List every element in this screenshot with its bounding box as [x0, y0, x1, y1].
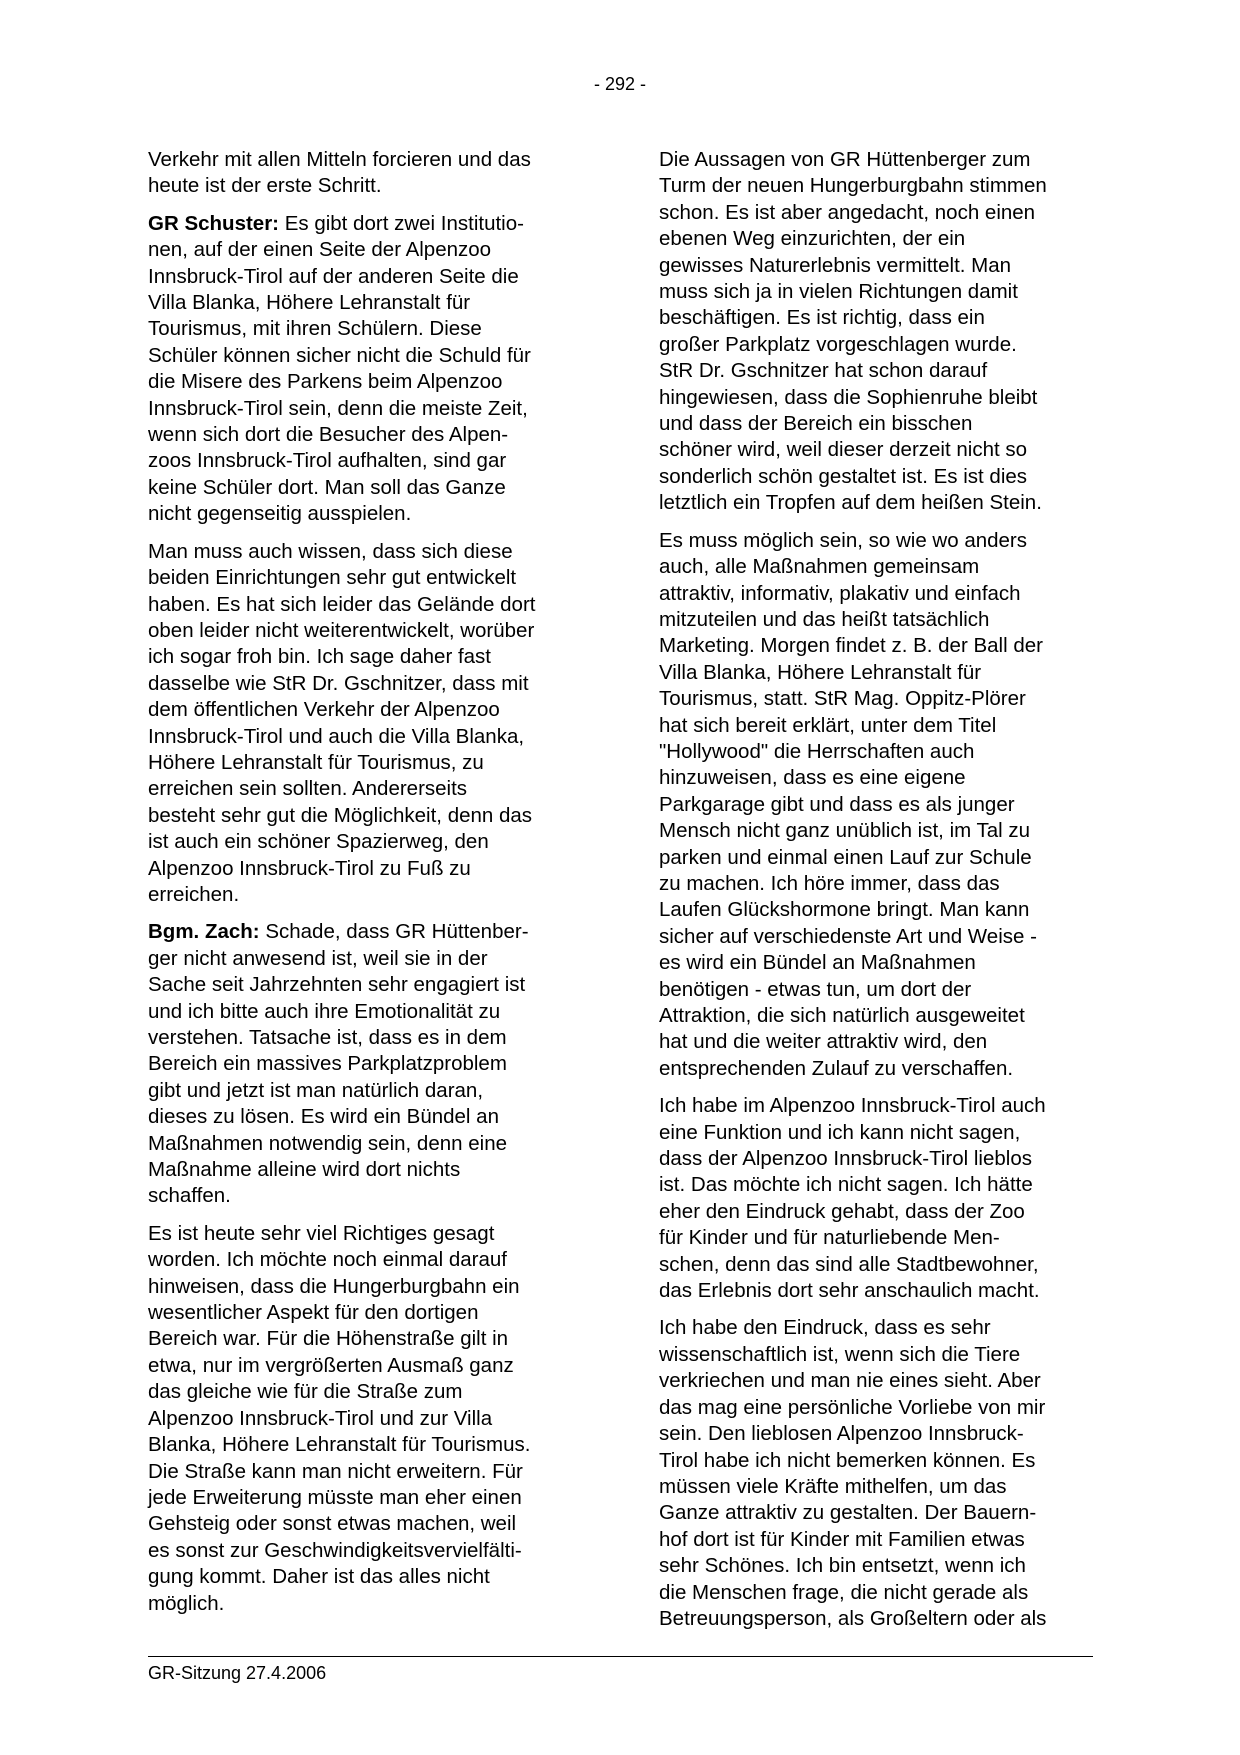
text-line: Ich habe im Alpenzoo Innsbruck-Tirol auch: [659, 1094, 1046, 1118]
text-line: auch, alle Maßnahmen gemeinsam: [659, 555, 980, 579]
text-line: hinzuweisen, dass es eine eigene: [659, 766, 966, 790]
text-line: Verkehr mit allen Mitteln forcieren und das: [148, 148, 531, 171]
text-line: Tourismus, statt. StR Mag. Oppitz-Plörer: [659, 687, 1026, 711]
text-line: Attraktion, die sich natürlich ausgeweitet: [659, 1004, 1025, 1027]
text-line: "Hollywood" die Herrschaften auch: [659, 739, 975, 763]
paragraph: [148, 1221, 594, 1617]
text-line: Ich habe den Eindruck, dass es sehr: [659, 1316, 991, 1340]
text-line: die Menschen frage, die nicht gerade als: [659, 1580, 1029, 1604]
text-line: verstehen. Tatsache ist, dass es in dem: [148, 1026, 507, 1049]
text-line: großer Parkplatz vorgeschlagen wurde.: [659, 332, 1017, 356]
text-line: oben leider nicht weiterentwickelt, worüber: [148, 618, 535, 642]
text-line: Es ist heute sehr viel Richtiges gesagt: [148, 1221, 495, 1245]
text-line: nicht gegenseitig ausspielen.: [148, 502, 412, 526]
text-line: hof dort ist für Kinder mit Familien etwas: [659, 1527, 1025, 1551]
text-line: ist. Das möchte ich nicht sagen. Ich hätte: [659, 1173, 1033, 1197]
text-line: Innsbruck-Tirol und auch die Villa Blanka,: [148, 724, 525, 748]
text-line: hat sich bereit erklärt, unter dem Titel: [659, 713, 997, 737]
text-line: [148, 919, 594, 945]
text-line: parken und einmal einen Lauf zur Schule: [659, 845, 1032, 869]
text-line: worden. Ich möchte noch einmal darauf: [148, 1248, 507, 1272]
text-line: das mag eine persönliche Vorliebe von mir: [659, 1395, 1046, 1419]
paragraph: [659, 1315, 1105, 1632]
text-line: ebenen Weg einzurichten, der ein: [659, 227, 966, 251]
left-column: [148, 147, 594, 1628]
text-line: Maßnahme alleine wird dort nichts: [148, 1158, 461, 1182]
text-line: wissenschaftlich ist, wenn sich die Tiere: [659, 1342, 1021, 1366]
text-line: Gehsteig oder sonst etwas machen, weil: [148, 1512, 517, 1536]
text-line: schöner wird, weil dieser derzeit nicht so: [659, 438, 1028, 462]
text-line: dass der Alpenzoo Innsbruck-Tirol lieblos: [659, 1147, 1032, 1171]
text-line: möglich.: [148, 1591, 225, 1615]
text-line: Marketing. Morgen findet z. B. der Ball der: [659, 634, 1043, 658]
text-line: eher den Eindruck gehabt, dass der Zoo: [659, 1199, 1025, 1223]
text-line: Alpenzoo Innsbruck-Tirol und zur Villa: [148, 1406, 493, 1430]
paragraph: [148, 147, 594, 200]
footer-text: GR-Sitzung 27.4.2006: [148, 1663, 327, 1683]
text-line: müssen viele Kräfte mithelfen, um das: [659, 1474, 1007, 1498]
text-line: es wird ein Bündel an Maßnahmen: [659, 951, 976, 975]
text-line: zoos Innsbruck-Tirol aufhalten, sind gar: [148, 449, 507, 473]
text-line: gung kommt. Daher ist das alles nicht: [148, 1565, 490, 1589]
text-line: Mensch nicht ganz unüblich ist, im Tal zu: [659, 819, 1031, 843]
text-line: Laufen Glückshormone bringt. Man kann: [659, 898, 1030, 922]
text-line: das Erlebnis dort sehr anschaulich macht.: [659, 1279, 1040, 1303]
text-line: sehr Schönes. Ich bin entsetzt, wenn ich: [659, 1554, 1026, 1578]
text-line: dieses zu lösen. Es wird ein Bündel an: [148, 1105, 499, 1129]
text-line: erreichen.: [148, 882, 240, 906]
paragraph: [148, 539, 594, 909]
text-line: beschäftigen. Es ist richtig, dass ein: [659, 306, 985, 330]
text-line: Innsbruck-Tirol auf der anderen Seite die: [148, 264, 519, 288]
text-line: erreichen sein sollten. Andererseits: [148, 777, 468, 801]
text-line: jede Erweiterung müsste man eher einen: [148, 1485, 522, 1509]
text-line: Höhere Lehranstalt für Tourismus, zu: [148, 750, 484, 774]
text-line: muss sich ja in vielen Richtungen damit: [659, 280, 1018, 304]
text-line: Tirol habe ich nicht bemerken können. Es: [659, 1448, 1036, 1472]
text-line: Schüler können sicher nicht die Schuld für: [148, 343, 531, 367]
text-line: sicher auf verschiedenste Art und Weise -: [659, 924, 1037, 948]
text-line: gibt und jetzt ist man natürlich daran,: [148, 1078, 484, 1102]
text-line: Maßnahmen notwendig sein, denn eine: [148, 1131, 507, 1155]
text-line: Ganze attraktiv zu gestalten. Der Bauern-: [659, 1501, 1037, 1525]
paragraph: [659, 528, 1105, 1083]
paragraph-speaker-zach: [148, 919, 594, 1209]
text-line: Blanka, Höhere Lehranstalt für Tourismus.: [148, 1433, 531, 1457]
text-line: dem öffentlichen Verkehr der Alpenzoo: [148, 698, 500, 722]
text-line: und ich bitte auch ihre Emotionalität zu: [148, 999, 501, 1023]
text-line: für Kinder und für naturliebende Men-: [659, 1226, 1000, 1250]
paragraph-speaker-schuster: [148, 211, 594, 528]
text-line: wesentlicher Aspekt für den dortigen: [148, 1301, 479, 1325]
page-number: - 292 -: [593, 74, 647, 94]
text-line: wenn sich dort die Besucher des Alpen-: [148, 423, 509, 447]
text-line: zu machen. Ich höre immer, dass das: [659, 871, 1000, 895]
text-line: letztlich ein Tropfen auf dem heißen Stein.: [659, 491, 1042, 515]
text-line: benötigen - etwas tun, um dort der: [659, 977, 972, 1001]
text-line: eine Funktion und ich kann nicht sagen,: [659, 1120, 1021, 1144]
text-line: verkriechen und man nie eines sieht. Aber: [659, 1369, 1041, 1393]
text-line: ist auch ein schöner Spazierweg, den: [148, 830, 489, 854]
text-line: Bereich war. Für die Höhenstraße gilt in: [148, 1327, 509, 1351]
text-line: dasselbe wie StR Dr. Gschnitzer, dass mit: [148, 671, 529, 695]
text-line: Innsbruck-Tirol sein, denn die meiste Zeit,: [148, 396, 528, 420]
text-line: StR Dr. Gschnitzer hat schon darauf: [659, 359, 988, 383]
text-line: Man muss auch wissen, dass sich diese: [148, 539, 513, 563]
text-line: Tourismus, mit ihren Schülern. Diese: [148, 317, 482, 341]
text-line: und dass der Bereich ein bisschen: [659, 412, 973, 436]
text-line: sonderlich schön gestaltet ist. Es ist dies: [659, 464, 1028, 488]
text-line: hinweisen, dass die Hungerburgbahn ein: [148, 1274, 520, 1298]
text-line: besteht sehr gut die Möglichkeit, denn das: [148, 803, 533, 827]
text-line: haben. Es hat sich leider das Gelände dort: [148, 592, 536, 616]
speaker-label: Bgm. Zach:: [148, 920, 260, 944]
text-line: mitzuteilen und das heißt tatsächlich: [659, 607, 990, 631]
text-line: schaffen.: [148, 1184, 231, 1208]
text-line: Die Aussagen von GR Hüttenberger zum: [659, 148, 1031, 171]
text-fragment: Es gibt dort zwei Institutio-: [279, 211, 524, 235]
text-line: Es muss möglich sein, so wie wo anders: [659, 528, 1028, 552]
text-line: die Misere des Parkens beim Alpenzoo: [148, 370, 503, 394]
text-line: ich sogar froh bin. Ich sage daher fast: [148, 645, 492, 669]
text-line: Parkgarage gibt und dass es als junger: [659, 792, 1015, 816]
text-line: gewisses Naturerlebnis vermittelt. Man: [659, 253, 1012, 277]
text-line: Villa Blanka, Höhere Lehranstalt für: [659, 660, 982, 684]
text-fragment: Schade, dass GR Hüttenber-: [259, 920, 529, 944]
text-line: das gleiche wie für die Straße zum: [148, 1380, 463, 1404]
text-line: Betreuungsperson, als Großeltern oder als: [659, 1606, 1047, 1630]
text-line: heute ist der erste Schritt.: [148, 174, 382, 198]
text-line: [148, 211, 594, 237]
text-line: attraktiv, informativ, plakativ und einfach: [659, 581, 1021, 605]
text-line: hat und die weiter attraktiv wird, den: [659, 1030, 988, 1054]
text-line: Alpenzoo Innsbruck-Tirol zu Fuß zu: [148, 856, 471, 880]
text-line: ger nicht anwesend ist, weil sie in der: [148, 946, 488, 970]
footer-divider: [148, 1656, 1093, 1657]
text-line: es sonst zur Geschwindigkeitsvervielfälti-: [148, 1538, 522, 1562]
speaker-label: GR Schuster:: [148, 211, 279, 235]
text-line: Sache seit Jahrzehnten sehr engagiert ist: [148, 973, 526, 997]
text-line: sein. Den lieblosen Alpenzoo Innsbruck-: [659, 1422, 1024, 1446]
text-line: Villa Blanka, Höhere Lehranstalt für: [148, 291, 471, 315]
text-line: Turm der neuen Hungerburgbahn stimmen: [659, 174, 1047, 198]
paragraph: [659, 147, 1105, 517]
text-line: etwa, nur im vergrößerten Ausmaß ganz: [148, 1353, 514, 1377]
text-line: Die Straße kann man nicht erweitern. Für: [148, 1459, 523, 1483]
paragraph: [659, 1093, 1105, 1304]
text-line: entsprechenden Zulauf zu verschaffen.: [659, 1056, 1014, 1080]
text-line: schon. Es ist aber angedacht, noch einen: [659, 200, 1036, 224]
text-line: keine Schüler dort. Man soll das Ganze: [148, 475, 506, 499]
text-line: nen, auf der einen Seite der Alpenzoo: [148, 238, 492, 262]
text-line: Bereich ein massives Parkplatzproblem: [148, 1052, 507, 1076]
text-line: schen, denn das sind alle Stadtbewohner,: [659, 1252, 1039, 1276]
text-line: hingewiesen, dass die Sophienruhe bleibt: [659, 385, 1038, 409]
right-column: [659, 147, 1105, 1643]
text-line: beiden Einrichtungen sehr gut entwickelt: [148, 566, 517, 590]
